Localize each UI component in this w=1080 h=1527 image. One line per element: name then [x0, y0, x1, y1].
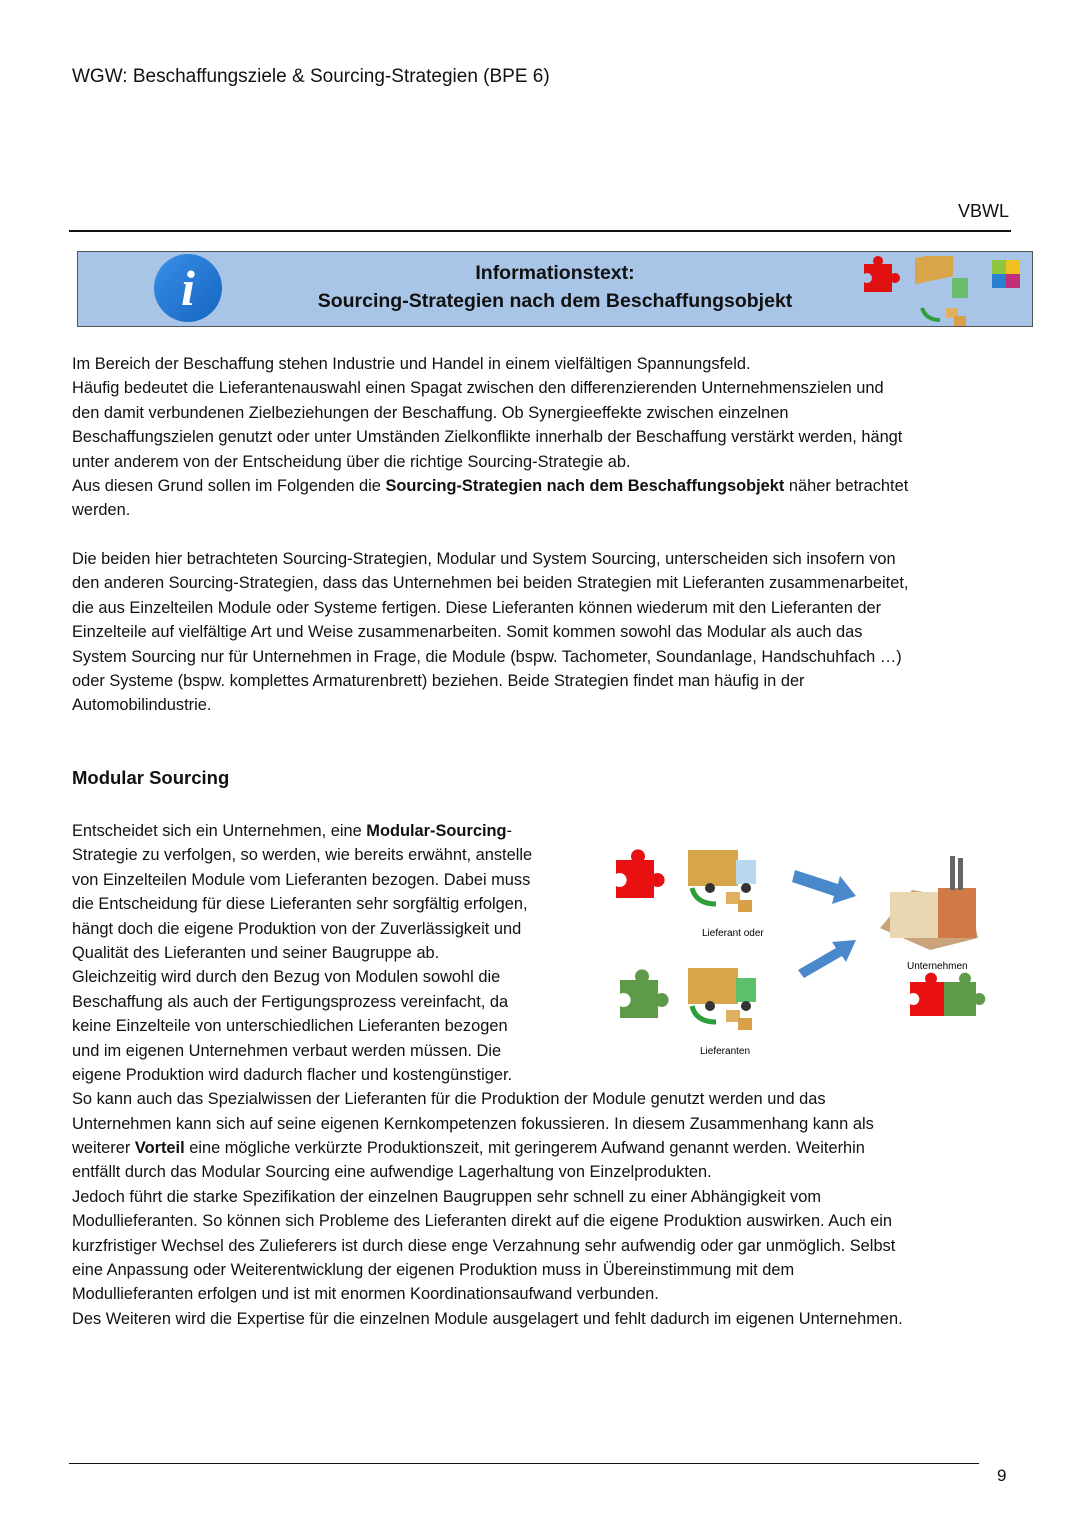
red-puzzle-icon: [616, 849, 665, 898]
text: Entscheidet sich ein Unternehmen, eine: [72, 822, 367, 840]
section-heading: Modular Sourcing: [72, 767, 230, 788]
banner-subtitle: Sourcing-Strategien nach dem Beschaffungsobjekt: [317, 290, 793, 312]
text-line: Modullieferanten erfolgen und ist mit enormen Koordinationsaufwand verbunden.: [72, 1285, 659, 1304]
banner-title: Informationstext:: [475, 262, 635, 284]
text-line: hängt doch die eigene Produktion von der Zuverlässigkeit und: [72, 919, 522, 938]
text-line: eigene Produktion wird dadurch flacher und kostengünstiger.: [72, 1065, 513, 1084]
modular-sourcing-diagram: [600, 830, 1000, 1070]
text-line: Im Bereich der Beschaffung stehen Industrie und Handel in einem vielfältigen Spannungsfeld.: [72, 355, 751, 373]
text-line: Beschaffungszielen genutzt oder unter Umständen Zielkonflikte innerhalb der Beschaffung verstärkt werden, hängt: [72, 428, 903, 447]
document-title: WGW: Beschaffungsziele & Sourcing-Strategien (BPE 6): [72, 66, 550, 87]
text-line: von Einzelteilen Module vom Lieferanten bezogen. Dabei muss: [72, 870, 531, 889]
text-line: So kann auch das Spezialwissen der Lieferanten für die Produktion der Module genutzt werden und das: [72, 1090, 826, 1109]
green-puzzle-icon: [620, 969, 669, 1018]
factory-icon: [880, 856, 978, 950]
text-line: Des Weiteren wird die Expertise für die einzelnen Module ausgelagert und fehlt dadurch im eigenen Unternehmen.: [72, 1309, 903, 1328]
text-line: Strategie zu verfolgen, so werden, wie bereits erwähnt, anstelle: [72, 846, 533, 865]
label-lieferant-oder: Lieferant oder: [702, 928, 764, 939]
footer-rule: [69, 1463, 979, 1464]
header-rule: [69, 230, 1011, 232]
info-icon: i: [154, 254, 222, 322]
text-line: Jedoch führt die starke Spezifikation der einzelnen Baugruppen sehr schnell zu einer Abhängigkeit vom: [72, 1187, 821, 1206]
banner-puzzle-truck-icons: [860, 256, 1040, 328]
colorful-puzzle-icon: [992, 260, 1020, 288]
text-line: eine Anpassung oder Weiterentwicklung der eigenen Produktion muss in Übereinstimmung mit dem: [72, 1261, 795, 1280]
text-line: die Entscheidung für diese Lieferanten sehr sorgfältig erfolgen,: [72, 895, 528, 914]
strategies-paragraph: [72, 547, 908, 718]
text-line: Beschaffung als auch der Fertigungsprozess vereinfacht, da: [72, 992, 509, 1011]
text-line: System Sourcing nur für Unternehmen in Frage, die Module (bspw. Tachometer, Soundanlage, Handschuhfach …): [72, 647, 902, 666]
truck-icon-top: [688, 850, 756, 912]
truck-icon: [915, 256, 968, 326]
text-line: werden.: [72, 501, 131, 520]
bold-term: Sourcing-Strategien nach dem Beschaffungsobjekt: [385, 476, 785, 495]
text-line: Qualität des Lieferanten und seiner Baugruppe ab.: [72, 943, 440, 962]
text-line: und im eigenen Unternehmen verbaut werden müssen. Die: [72, 1041, 502, 1060]
text-line: die aus Einzelteilen Module oder Systeme fertigen. Diese Lieferanten können wiederum mit den Lieferanten der: [72, 598, 882, 617]
label-unternehmen: Unternehmen: [907, 961, 968, 972]
red-puzzle-icon: [864, 256, 900, 292]
text-line: Gleichzeitig wird durch den Bezug von Modulen sowohl die: [72, 968, 501, 987]
bold-term: Modular-Sourcing: [366, 822, 507, 840]
text-line: Modullieferanten. So können sich Probleme des Lieferanten direkt auf die eigene Produktion auswirken. Auch ein: [72, 1212, 893, 1231]
text-line: den anderen Sourcing-Strategien, dass das Unternehmen bei beiden Strategien mit Lieferanten zusammenarbeitet,: [72, 574, 909, 593]
text-line: kurzfristiger Wechsel des Zulieferers ist durch diese enge Verzahnung sehr aufwendig oder gar unmöglich. Selbst: [72, 1236, 896, 1255]
text-line: Automobilindustrie.: [72, 696, 212, 715]
text-line: Häufig bedeutet die Lieferantenauswahl einen Spagat zwischen den differenzierenden Unternehmenszielen und: [72, 379, 884, 398]
text-line: [72, 474, 908, 498]
label-lieferanten: Lieferanten: [700, 1046, 751, 1057]
text: eine mögliche verkürzte Produktionszeit, mit geringerem Aufwand genannt werden. Weiterhin: [184, 1139, 865, 1158]
arrow-icon-bottom: [798, 940, 856, 978]
text-line: [72, 1136, 903, 1160]
text-line: Die beiden hier betrachteten Sourcing-Strategien, Modular und System Sourcing, unterscheiden sich insofern von: [72, 550, 896, 568]
intro-paragraph: [72, 352, 908, 523]
text-line: Unternehmen kann sich auf seine eigenen Kernkompetenzen fokussieren. In diesem Zusammenhang kann als: [72, 1114, 874, 1133]
page-number: 9: [997, 1466, 1007, 1485]
subject-label: VBWL: [957, 201, 1009, 221]
text: Aus diesen Grund sollen im Folgenden die: [72, 476, 386, 495]
bold-term: Vorteil: [134, 1139, 185, 1158]
text-line: keine Einzelteile von unterschiedlichen Lieferanten bezogen: [72, 1017, 508, 1036]
text-line: entfällt durch das Modular Sourcing eine aufwendige Lagerhaltung von Einzelprodukten.: [72, 1163, 712, 1182]
text: weiterer: [72, 1139, 135, 1158]
text: näher betrachtet: [784, 476, 909, 495]
text-line: den damit verbundenen Zielbeziehungen der Beschaffung. Ob Synergieeffekte zwischen einzelnen: [72, 403, 789, 422]
text: -: [506, 822, 512, 840]
text-line: unter anderem von der Entscheidung über die richtige Sourcing-Strategie ab.: [72, 452, 631, 471]
text-line: oder Systeme (bspw. komplettes Armaturenbrett) beziehen. Beide Strategien findet man häufig in der: [72, 671, 805, 690]
truck-icon-bottom: [688, 968, 756, 1030]
arrow-icon-top: [792, 870, 856, 904]
text-line: Einzelteile auf vielfältige Art und Weise zusammenarbeiten. Somit kommen sowohl das Modular als auch das: [72, 623, 863, 642]
